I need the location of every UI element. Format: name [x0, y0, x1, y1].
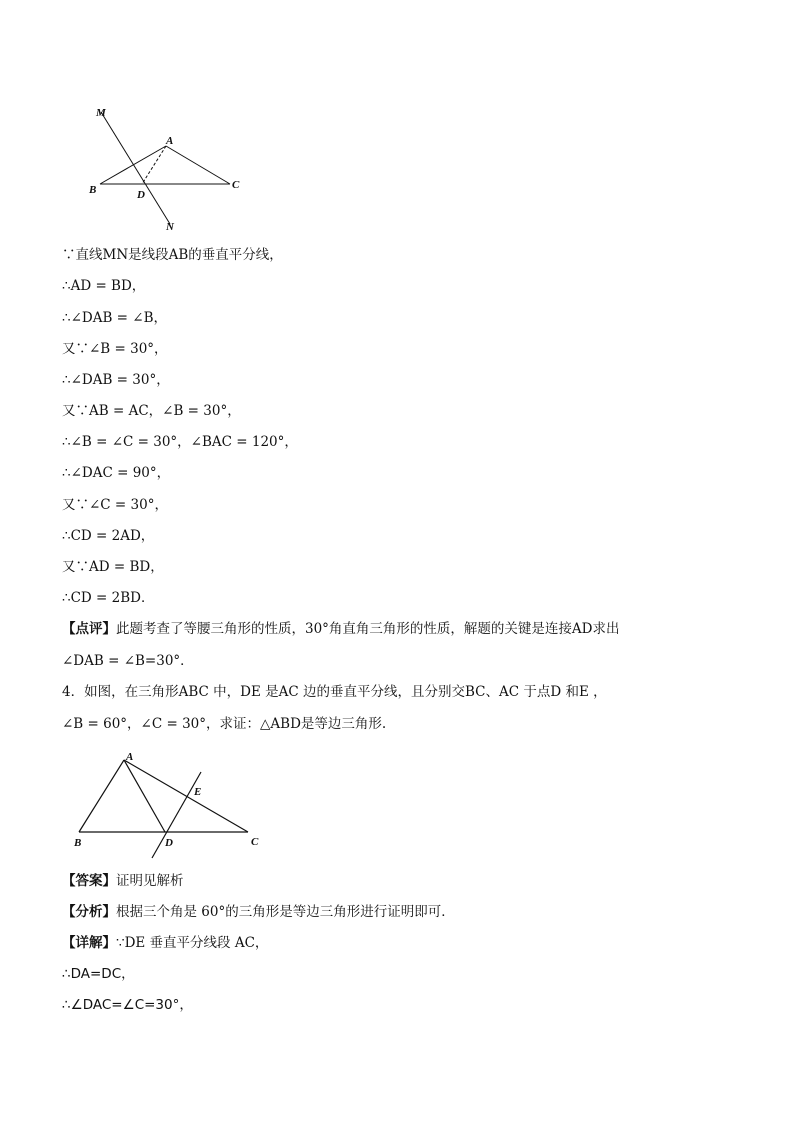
label-d: D: [137, 189, 145, 201]
comment-line-2: ∠DAB = ∠B=30°．: [62, 653, 194, 669]
analysis-tag: 【分析】: [62, 904, 116, 920]
comment-tag: 【点评】: [62, 621, 116, 637]
segment-ad: [124, 760, 165, 832]
figure-1-svg: [82, 100, 252, 236]
proof-line-6: 又∵AB = AC，∠B = 30°，: [62, 403, 241, 419]
proof-line-10: ∴CD = 2AD，: [62, 528, 155, 544]
line-de: [152, 772, 201, 858]
segment-ad-dashed: [142, 146, 166, 184]
line-mn: [101, 112, 170, 224]
label-d: D: [165, 837, 173, 849]
label-a: A: [126, 751, 134, 763]
detail-line-3: ∴∠DAC=∠C=30°，: [62, 997, 193, 1013]
label-c: C: [251, 836, 259, 848]
detail-tag: 【详解】: [62, 935, 116, 951]
proof-line-5: ∴∠DAB = 30°，: [62, 372, 170, 388]
proof-line-1: ∵直线MN是线段AB的垂直平分线，: [62, 247, 283, 263]
proof-line-7: ∴∠B = ∠C = 30°，∠BAC = 120°，: [62, 434, 298, 450]
detail-line-2: ∴DA=DC，: [62, 966, 135, 982]
label-b: B: [74, 837, 82, 849]
proof-line-11: 又∵AD = BD，: [62, 559, 164, 575]
label-n: N: [166, 221, 174, 233]
proof-line-9: 又∵∠C = 30°，: [62, 497, 168, 513]
segment-ac: [166, 146, 230, 184]
label-b: B: [89, 184, 97, 196]
answer-line: [62, 872, 184, 890]
figure-1: [82, 100, 252, 236]
segment-ab: [100, 146, 166, 184]
answer-tag: 【答案】: [62, 873, 116, 889]
comment-line-1: [62, 620, 620, 638]
segment-ac: [124, 760, 248, 832]
label-e: E: [194, 786, 202, 798]
detail-line-1: [62, 934, 268, 952]
problem-4-line-2: ∠B = 60°，∠C = 30°，求证：△ABD是等边三角形.: [62, 716, 387, 732]
proof-line-8: ∴∠DAC = 90°，: [62, 465, 171, 481]
answer-text: 证明见解析: [116, 873, 184, 889]
analysis-line: [62, 903, 455, 921]
segment-ab: [79, 760, 124, 832]
label-a: A: [166, 135, 174, 147]
analysis-text: 根据三个角是 60°的三角形是等边三角形进行证明即可．: [116, 904, 455, 920]
label-m: M: [96, 107, 106, 119]
problem-4-line-1: 4．如图，在三角形ABC 中，DE 是AC 边的垂直平分线，且分别交BC、AC 于点D 和E ，: [62, 684, 607, 700]
proof-line-4: 又∵∠B = 30°，: [62, 341, 168, 357]
figure-2-svg: [68, 748, 268, 860]
proof-line-2: ∴AD = BD，: [62, 278, 146, 294]
proof-line-3: ∴∠DAB = ∠B，: [62, 310, 168, 326]
figure-2: [68, 748, 268, 860]
label-c: C: [232, 179, 240, 191]
proof-line-12: ∴CD = 2BD．: [62, 590, 155, 606]
detail-text: ∵DE 垂直平分线段 AC，: [116, 935, 269, 951]
comment-text: 此题考查了等腰三角形的性质，30°角直角三角形的性质，解题的关键是连接AD求出: [116, 621, 620, 637]
